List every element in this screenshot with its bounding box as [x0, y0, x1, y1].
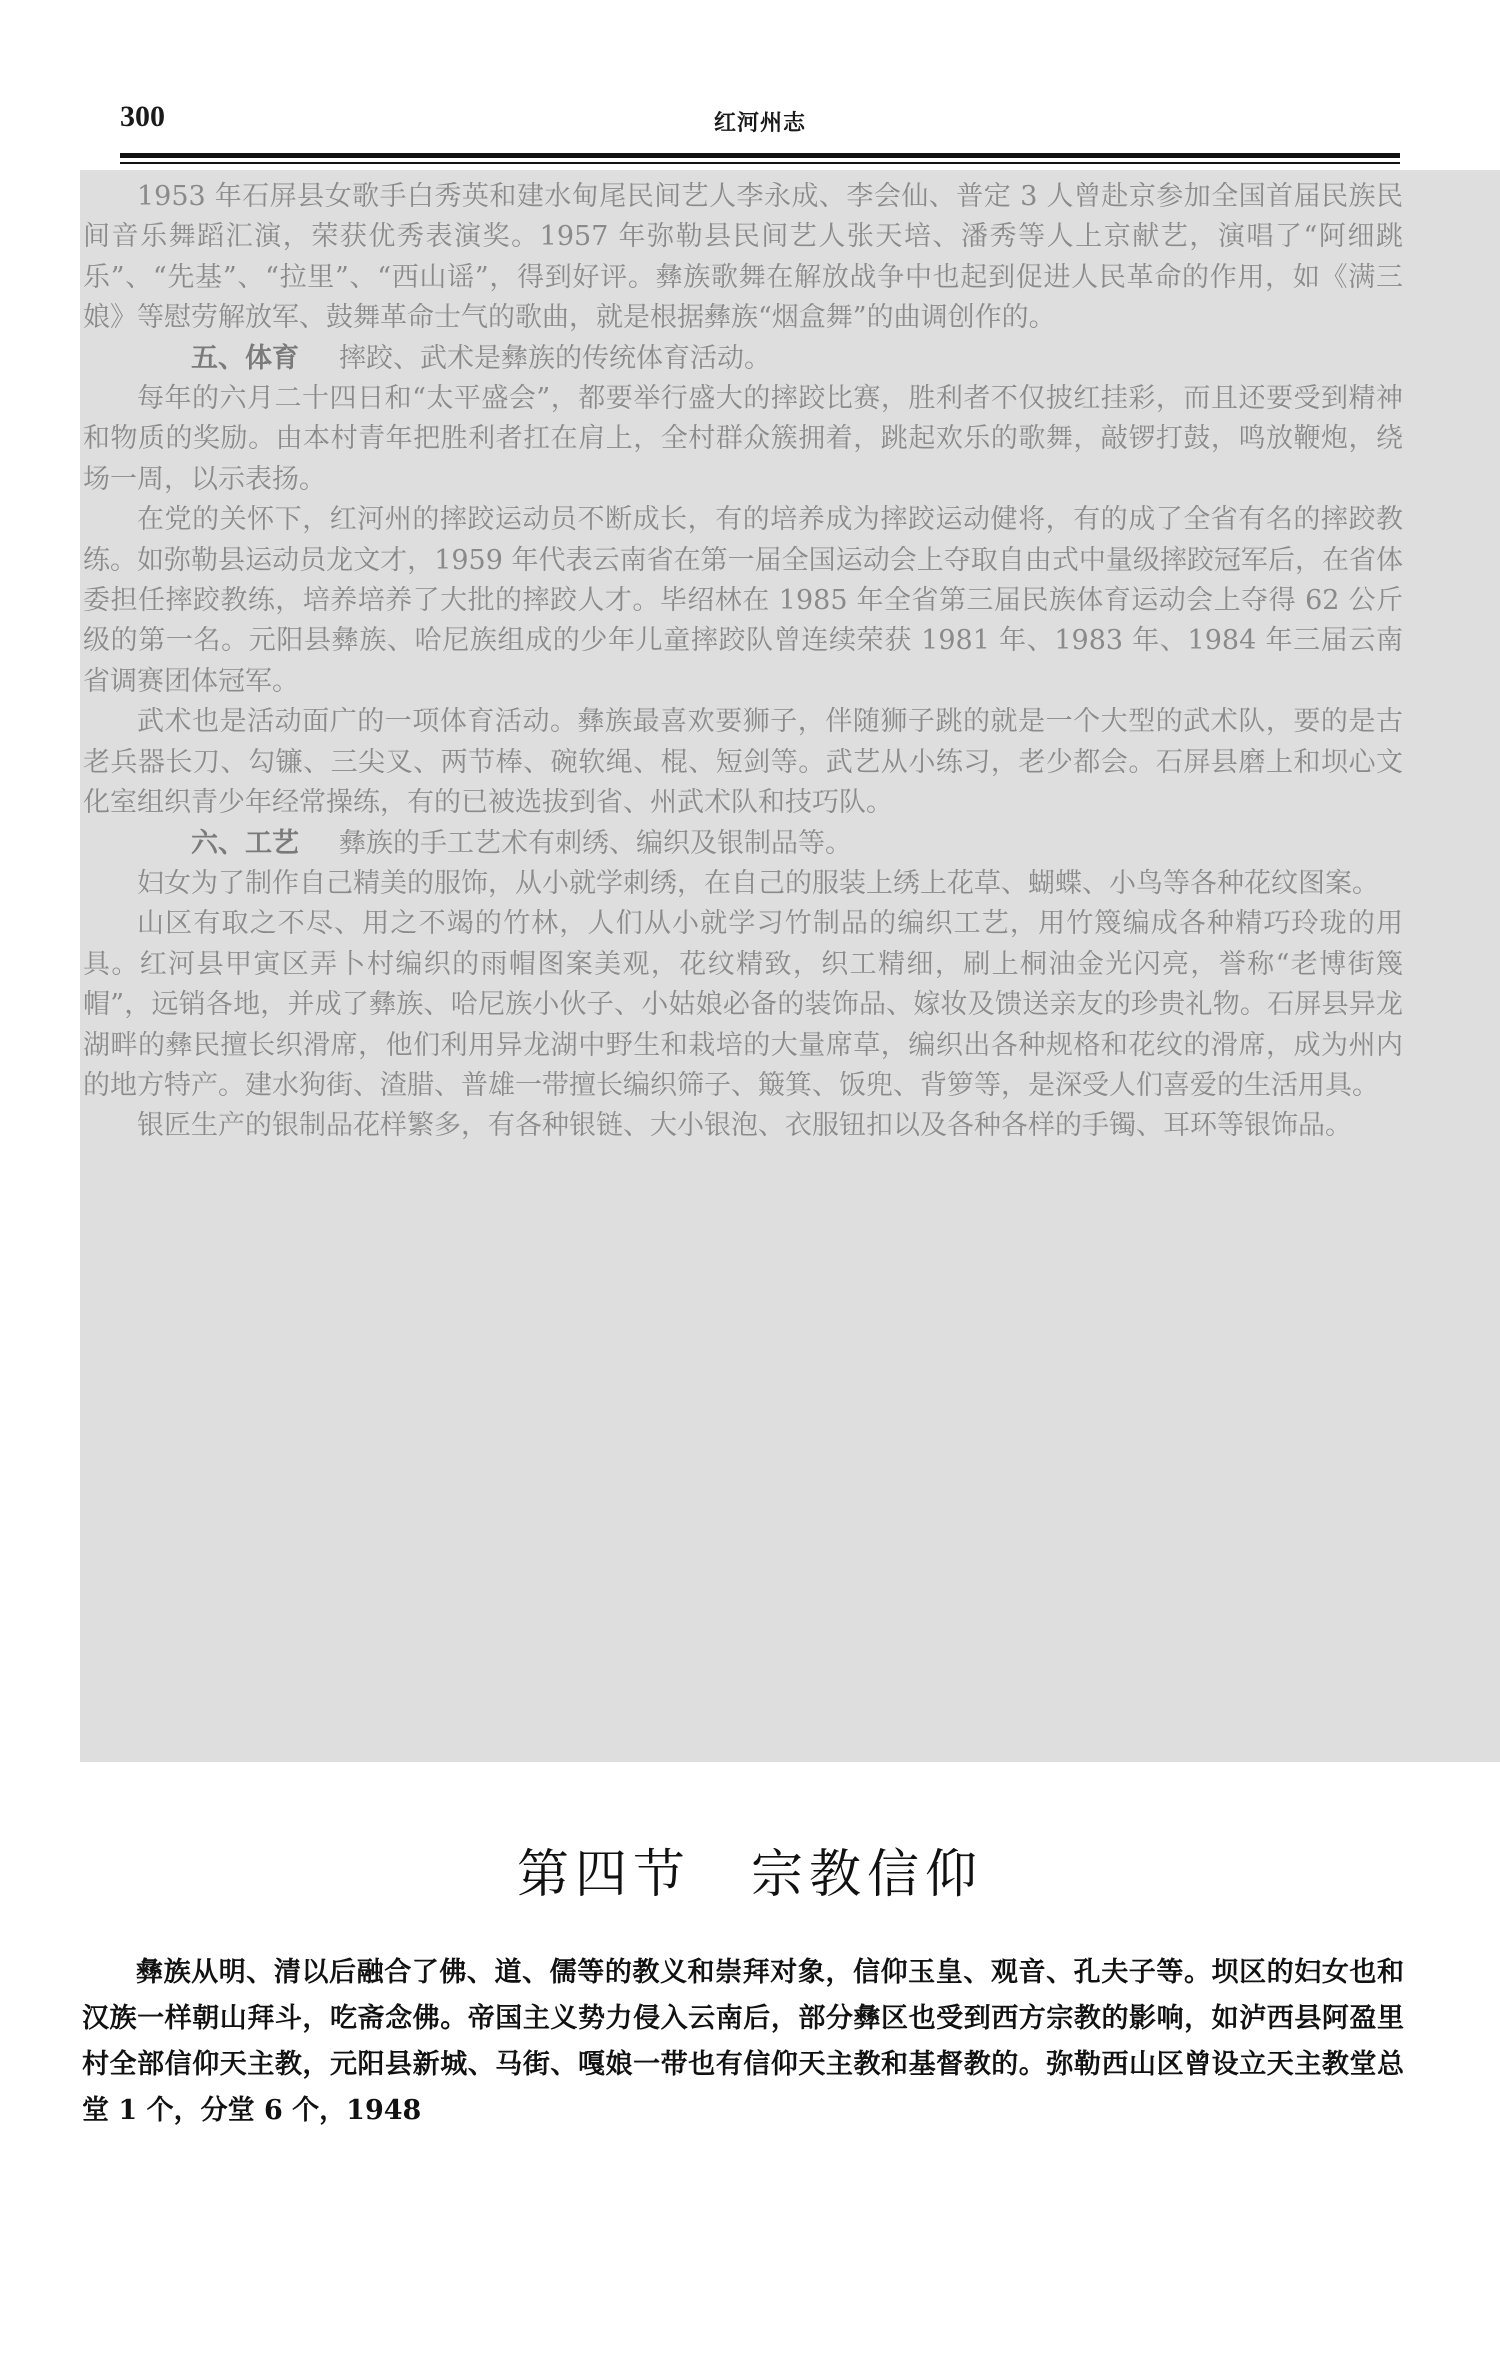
- section-title: [0, 1832, 1500, 1907]
- section-number: 第四节: [516, 1845, 691, 1905]
- subsection-heading-sports: [83, 339, 1403, 379]
- subsection-heading-crafts: [83, 824, 1403, 864]
- section-name: 宗教信仰: [751, 1845, 984, 1905]
- paragraph: 山区有取之不尽、用之不竭的竹林，人们从小就学习竹制品的编织工艺，用竹篾编成各种精巧玲珑的用具。红河县甲寅区弄卜村编织的雨帽图案美观，花纹精致，织工精细，刷上桐油金光闪亮，誉称“老博街篾帽”，远销各地，并成了彝族、哈尼族小伙子、小姑娘必备的装饰品、嫁妆及馈送亲友的珍贵礼物。石屏县异龙湖畔的彝民擅长织滑席，他们利用异龙湖中野生和栽培的大量席草，编织出各种规格和花纹的滑席，成为州内的地方特产。建水狗街、渣腊、普雄一带擅长编织筛子、簸箕、饭兜、背箩等，是深受人们喜爱的生活用具。: [83, 908, 1403, 1101]
- page-header: [120, 100, 1400, 148]
- paragraph: 在党的关怀下，红河州的摔跤运动员不断成长，有的培养成为摔跤运动健将，有的成了全省有名的摔跤教练。如弥勒县运动员龙文才，1959 年代表云南省在第一届全国运动会上夺取自由式中量级摔跤冠军后，在省体委担任摔跤教练，培养培养了大批的摔跤人才。毕绍林在 1985 年全省第三届民族体育运动会上夺得 62 公斤级的第一名。元阳县彝族、哈尼族组成的少年儿童摔跤队曾连续荣获 1981 年、1983 年、1984 年三届云南省调赛团体冠军。: [83, 504, 1403, 697]
- page-number: 300: [120, 100, 165, 133]
- paragraph: 每年的六月二十四日和“太平盛会”，都要举行盛大的摔跤比赛，胜利者不仅披红挂彩，而且还要受到精神和物质的奖励。由本村青年把胜利者扛在肩上，全村群众簇拥着，跳起欢乐的歌舞，敲锣打鼓，鸣放鞭炮，绕场一周，以示表扬。: [83, 383, 1403, 495]
- subsection-label: 五、体育: [191, 342, 299, 374]
- body-text-block: [82, 1950, 1404, 2134]
- shaded-text-block: [83, 177, 1403, 1147]
- paragraph: 武术也是活动面广的一项体育活动。彝族最喜欢要狮子，伴随狮子跳的就是一个大型的武术队，要的是古老兵器长刀、勾镰、三尖叉、两节棒、碗软绳、棍、短剑等。武艺从小练习，老少都会。石屏县磨上和坝心文化室组织青少年经常操练，有的已被选拔到省、州武术队和技巧队。: [83, 706, 1403, 819]
- header-rule-thin: [120, 162, 1400, 164]
- paragraph: 银匠生产的银制品花样繁多，有各种银链、大小银泡、衣服钮扣以及各种各样的手镯、耳环等银饰品。: [137, 1110, 1352, 1142]
- paragraph: 彝族从明、清以后融合了佛、道、儒等的教义和崇拜对象，信仰玉皇、观音、孔夫子等。坝区的妇女也和汉族一样朝山拜斗，吃斋念佛。帝国主义势力侵入云南后，部分彝区也受到西方宗教的影响，如泸西县阿盈里村全部信仰天主教，元阳县新城、马街、嘎娘一带也有信仰天主教和基督教的。弥勒西山区曾设立天主教堂总堂 1 个，分堂 6 个，1948: [82, 1957, 1404, 2126]
- paragraph: 1953 年石屏县女歌手白秀英和建水甸尾民间艺人李永成、李会仙、普定 3 人曾赴京参加全国首届民族民间音乐舞蹈汇演，荣获优秀表演奖。1957 年弥勒县民间艺人张天培、潘秀等人上京献艺，演唱了“阿细跳乐”、“先基”、“拉里”、“西山谣”，得到好评。彝族歌舞在解放战争中也起到促进人民革命的作用，如《满三娘》等慰劳解放军、鼓舞革命士气的歌曲，就是根据彝族“烟盒舞”的曲调创作的。: [83, 181, 1403, 334]
- subsection-lead: 彝族的手工艺术有刺绣、编织及银制品等。: [339, 827, 852, 859]
- subsection-label: 六、工艺: [191, 827, 299, 859]
- book-title: 红河州志: [713, 111, 806, 136]
- subsection-lead: 摔跤、武术是彝族的传统体育活动。: [339, 342, 771, 374]
- header-rule-thick: [120, 153, 1400, 158]
- paragraph: 妇女为了制作自己精美的服饰，从小就学刺绣，在自己的服装上绣上花草、蝴蝶、小鸟等各种花纹图案。: [137, 867, 1379, 899]
